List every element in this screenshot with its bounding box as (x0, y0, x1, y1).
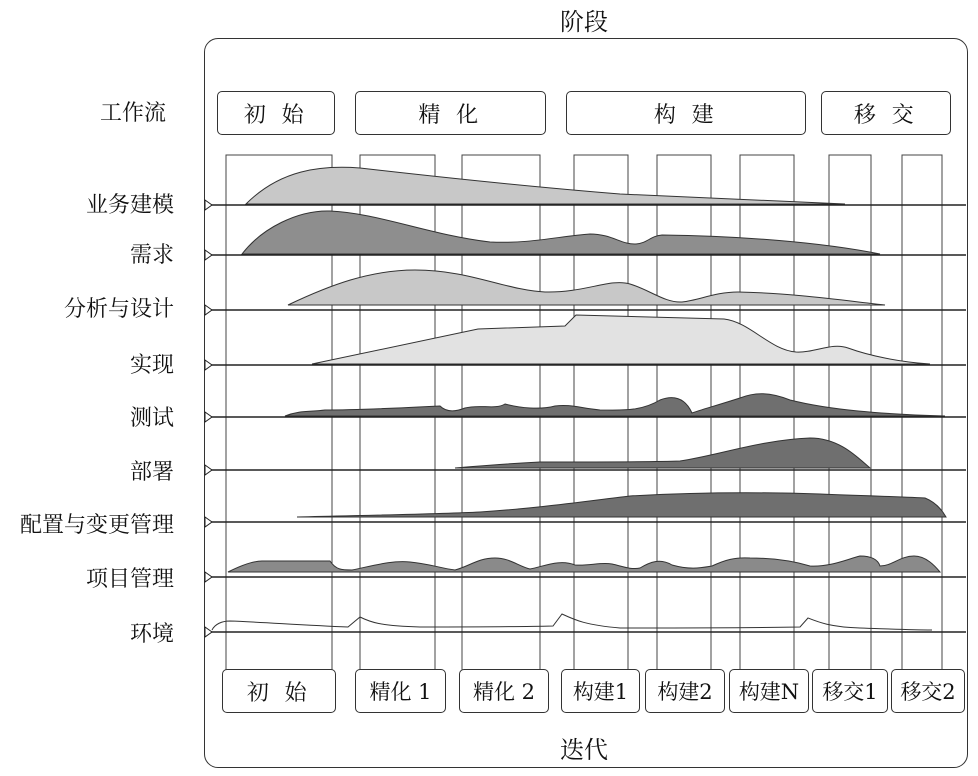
row-marker-icon (205, 465, 212, 475)
curve-deployment (455, 438, 870, 468)
workflow-label-environment: 环境 (129, 622, 174, 647)
curve-requirements (242, 211, 880, 254)
iteration-box-const-2: 构建2 (645, 669, 725, 713)
workflow-label-test: 测试 (129, 406, 174, 431)
curve-analysis-design (288, 270, 885, 305)
row-marker-icon (205, 305, 212, 315)
row-markers (205, 200, 212, 637)
iteration-box-elab-2: 精化 2 (459, 669, 549, 713)
curve-test (285, 394, 945, 416)
iteration-title: 迭代 (560, 736, 608, 764)
row-marker-icon (205, 250, 212, 260)
workflow-label-deployment: 部署 (129, 460, 174, 485)
iteration-box-elab-1: 精化 1 (355, 669, 446, 713)
curve-project-mgmt (228, 556, 940, 572)
workflow-label-implementation: 实现 (129, 353, 174, 378)
curve-implementation (312, 315, 930, 364)
workflow-label-analysis-design: 分析与设计 (63, 297, 174, 322)
workflow-label-business-modeling: 业务建模 (85, 193, 174, 218)
iteration-box-trans-2: 移交2 (891, 669, 965, 713)
curve-environment (212, 614, 932, 630)
row-marker-icon (205, 517, 212, 527)
iteration-column (902, 155, 942, 672)
phase-box-transition: 移 交 (821, 91, 951, 135)
workflow-label-project-mgmt: 项目管理 (85, 567, 174, 592)
iteration-box-const-1: 构建1 (561, 669, 640, 713)
workflow-label-requirements: 需求 (129, 243, 174, 268)
iteration-box-const-n: 构建N (729, 669, 809, 713)
workflow-label-config-change-mgmt: 配置与变更管理 (19, 513, 174, 538)
row-marker-icon (205, 627, 212, 637)
row-marker-icon (205, 412, 212, 422)
curve-business-modeling (246, 167, 845, 204)
row-marker-icon (205, 360, 212, 370)
iteration-box-trans-1: 移交1 (812, 669, 888, 713)
curve-config-change (297, 493, 946, 517)
phase-box-construction: 构 建 (566, 91, 806, 135)
iteration-box-inception: 初 始 (222, 669, 336, 713)
phase-title: 阶段 (560, 8, 608, 36)
workflow-title: 工作流 (100, 101, 167, 126)
phase-box-elaboration: 精 化 (355, 91, 546, 135)
phase-box-inception: 初 始 (217, 91, 335, 135)
row-marker-icon (205, 572, 212, 582)
row-marker-icon (205, 200, 212, 210)
